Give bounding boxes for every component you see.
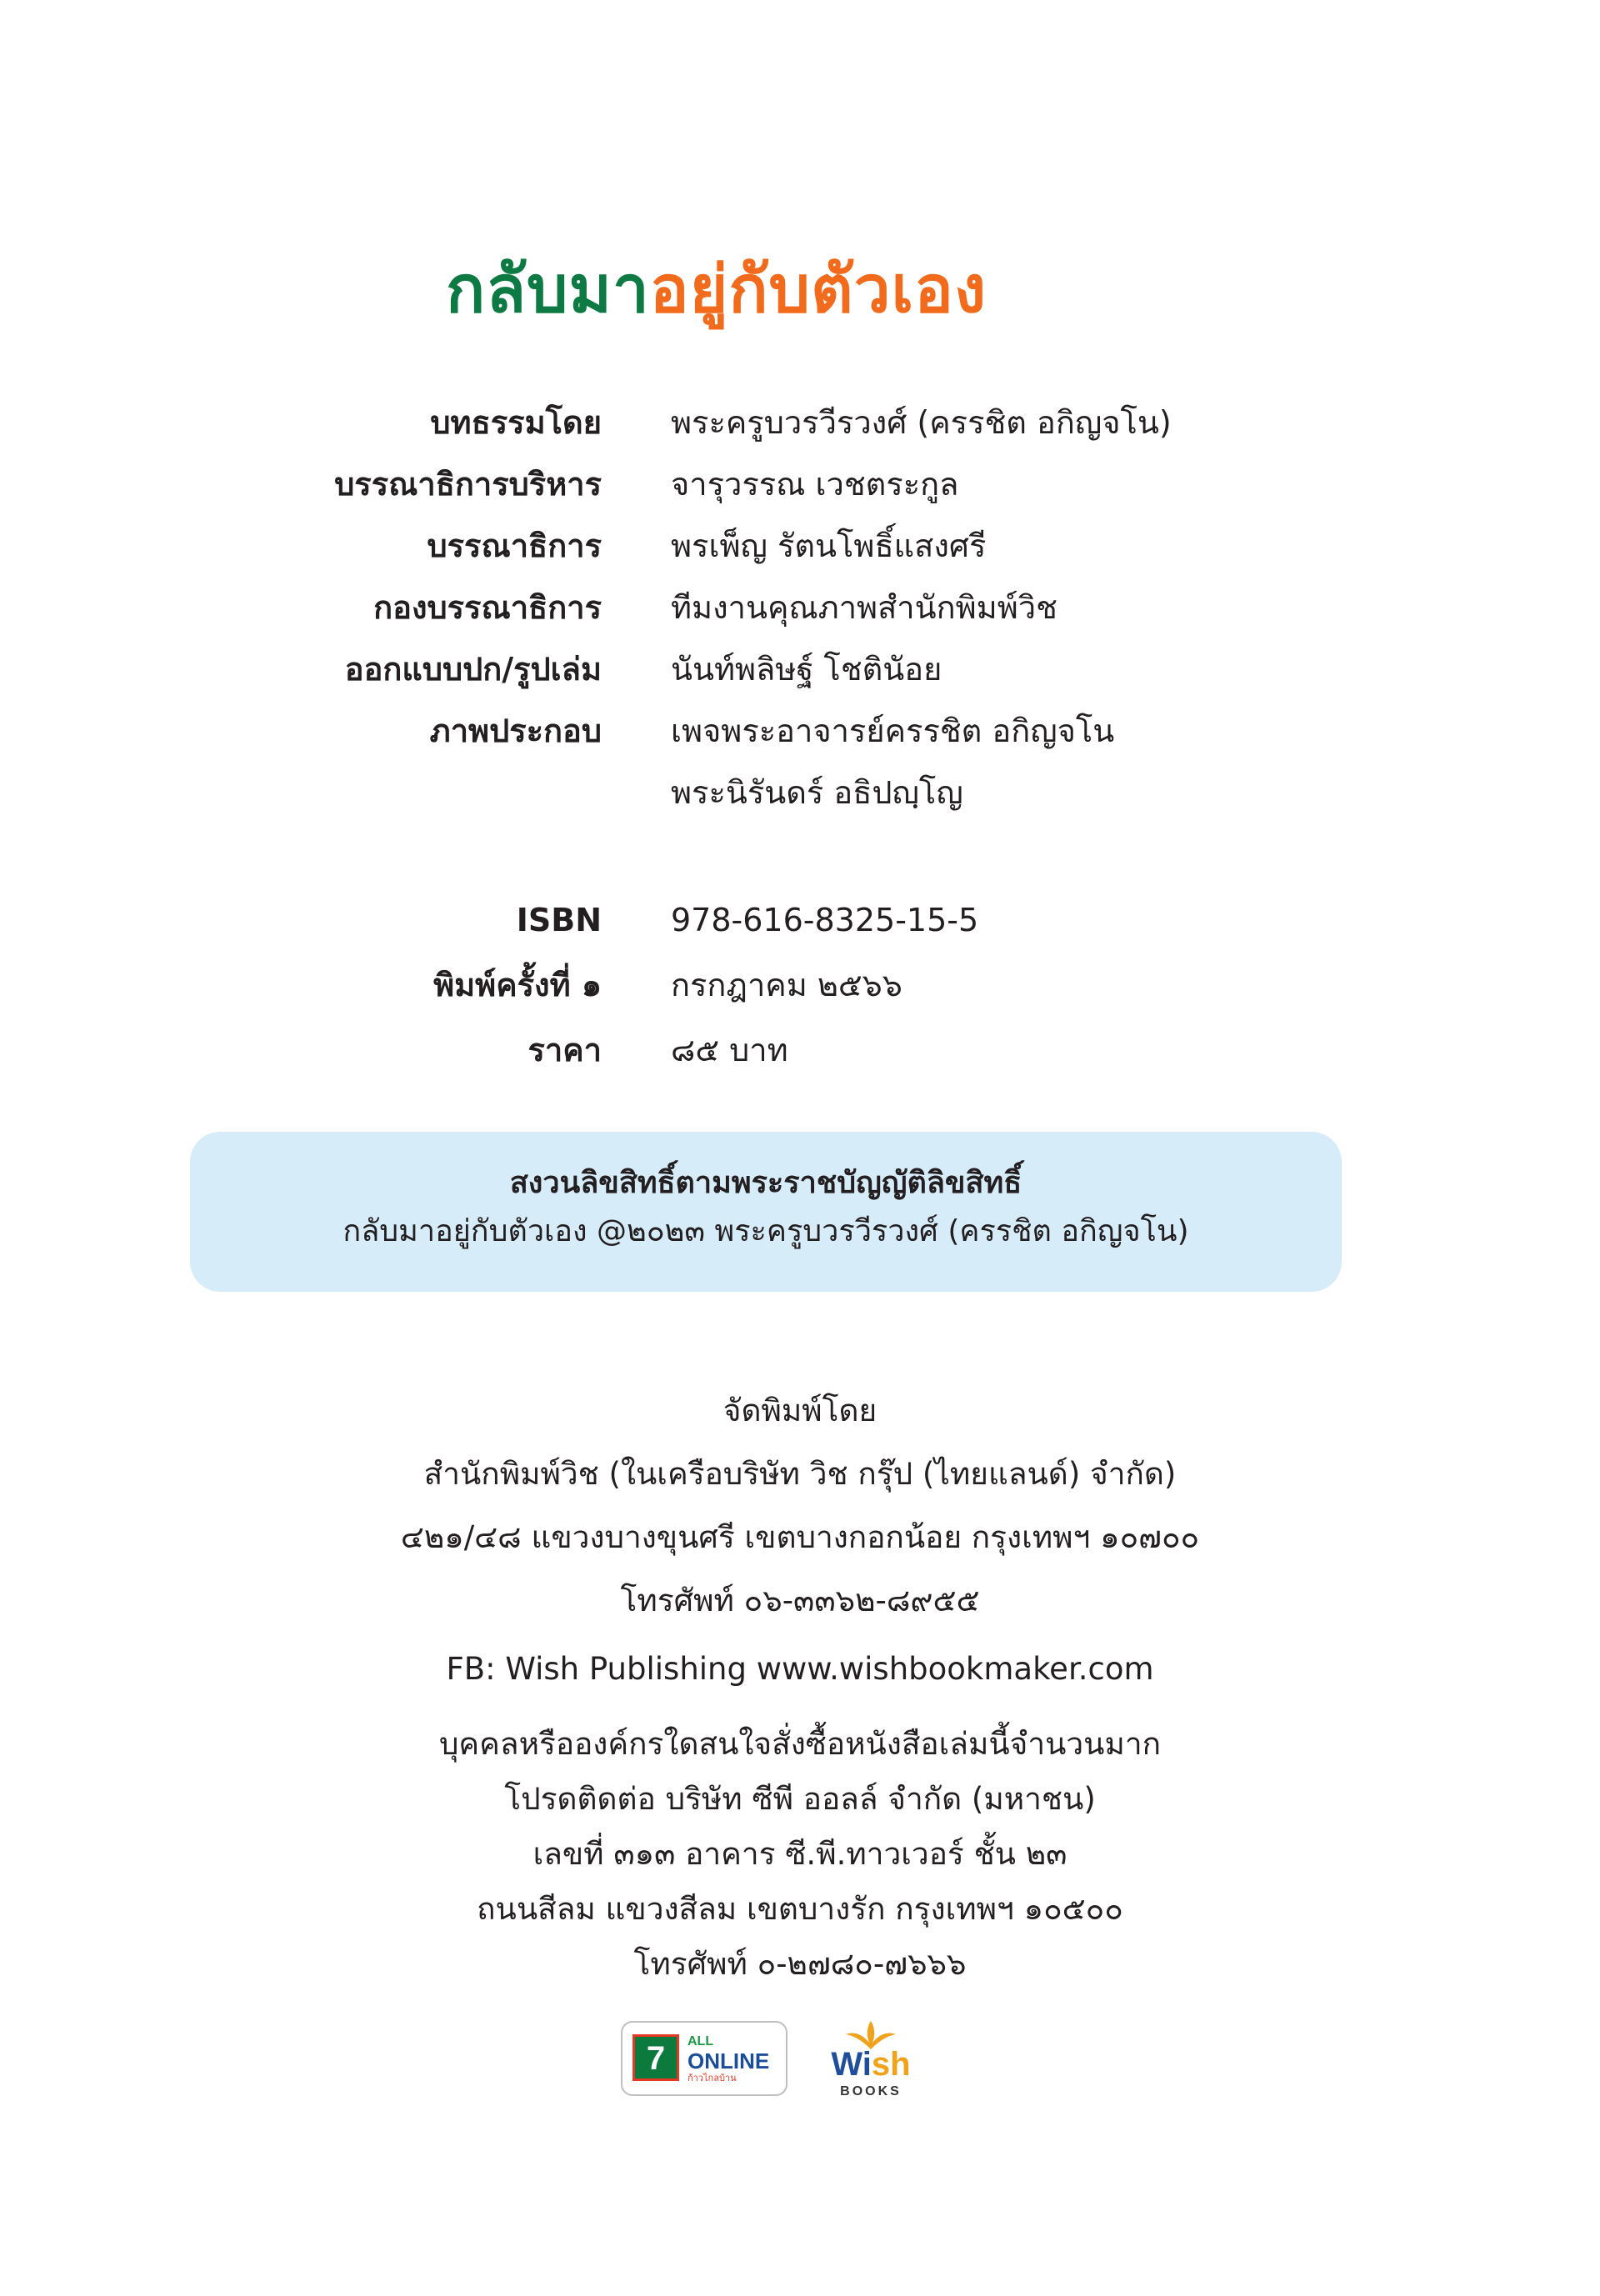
credit-row xyxy=(0,762,1600,823)
printer-address: ๔๒๑/๔๘ แขวงบางขุนศรี เขตบางกอกน้อย กรุงเทพฯ ๑๐๗๐๐ xyxy=(400,1519,1200,1555)
printer-info xyxy=(0,1379,1600,1701)
credit-row xyxy=(0,577,1600,638)
edition-row xyxy=(0,953,1600,1018)
credit-label: กองบรรณาธิการ xyxy=(373,589,602,626)
credit-row xyxy=(0,700,1600,762)
printer-phone: โทรศัพท์ ๐๖-๓๓๖๒-๘๙๕๕ xyxy=(620,1583,980,1618)
credit-value: พรเพ็ญ รัตนโพธิ์แสงศรี xyxy=(671,528,987,564)
credit-row xyxy=(0,638,1600,700)
seven-eleven-icon: 7 xyxy=(632,2034,679,2081)
wish-books-logo xyxy=(821,2021,921,2104)
online-text: ONLINE xyxy=(688,2048,770,2073)
printer-social: FB: Wish Publishing www.wishbookmaker.com xyxy=(446,1651,1154,1687)
book-title-part1: กลับมา xyxy=(446,253,650,328)
printer-heading: จัดพิมพ์โดย xyxy=(722,1393,878,1428)
edition-label: พิมพ์ครั้งที่ ๑ xyxy=(433,967,602,1003)
publication-info xyxy=(0,888,1600,1083)
all-text: ALL xyxy=(688,2034,714,2048)
credit-label: บรรณาธิการ xyxy=(427,528,602,564)
credit-row xyxy=(0,453,1600,515)
credit-row xyxy=(0,392,1600,453)
edition-value: กรกฎาคม ๒๕๖๖ xyxy=(671,967,902,1003)
printer-name: สำนักพิมพ์วิช (ในเครือบริษัท วิช กรุ๊ป (ไทยแลนด์) จำกัด) xyxy=(423,1456,1177,1492)
credit-label: บทธรรมโดย xyxy=(430,404,602,441)
publisher-logos xyxy=(621,2021,971,2104)
credit-value: นันท์พลิษฐ์ โชตินัอย xyxy=(671,651,942,688)
wish-wordmark xyxy=(821,2046,921,2083)
credit-row xyxy=(0,515,1600,577)
credit-value: จารุวรรณ เวชตระกูล xyxy=(671,466,959,503)
credit-label: บรรณาธิการบริหาร xyxy=(334,466,602,503)
all-online-logo xyxy=(621,2021,788,2096)
order-line: บุคคลหรือองค์กรใดสนใจสั่งซื้อหนังสือเล่มนี้จำนวนมาก xyxy=(438,1726,1162,1762)
copyright-heading: สงวนลิขสิทธิ์ตามพระราชบัญญัติลิขสิทธิ์ xyxy=(509,1166,1022,1200)
isbn-row xyxy=(0,888,1600,953)
credit-value: พระครูบวรวีรวงศ์ (ครรชิต อกิญจโน) xyxy=(671,404,1172,441)
wish-wordmark-part1: Wi xyxy=(831,2046,872,2083)
order-line: โทรศัพท์ ๐-๒๗๘๐-๗๖๖๖ xyxy=(633,1946,967,1982)
isbn-label: ISBN xyxy=(516,902,602,938)
copyright-box xyxy=(190,1132,1342,1292)
wish-wordmark-part2: sh xyxy=(871,2046,911,2083)
copyright-notice: กลับมาอยู่กับตัวเอง @๒๐๒๓ พระครูบวรวีรวงศ์ (ครรชิต อกิญจโน) xyxy=(342,1214,1189,1248)
price-label: ราคา xyxy=(528,1032,602,1068)
credit-value: ทีมงานคุณภาพสำนักพิมพ์วิช xyxy=(671,589,1058,626)
isbn-value: 978-616-8325-15-5 xyxy=(671,902,979,938)
all-online-wordmark xyxy=(688,2034,769,2084)
bulk-order-info xyxy=(0,1717,1600,1992)
book-title-part2: อยู่กับตัวเอง xyxy=(649,253,988,328)
order-line: ถนนสีลม แขวงสีลม เขตบางรัก กรุงเทพฯ ๑๐๕๐๐ xyxy=(477,1891,1123,1927)
all-online-subtext: ก้าวไกลบ้าน xyxy=(688,2073,737,2083)
order-line: เลขที่ ๓๑๓ อาคาร ซี.พี.ทาวเวอร์ ชั้น ๒๓ xyxy=(532,1836,1068,1872)
price-row xyxy=(0,1018,1600,1083)
credit-value: เพจพระอาจารย์ครรชิต อกิญจโน xyxy=(671,713,1115,749)
order-line: โปรดติดต่อ บริษัท ซีพี ออลล์ จำกัด (มหาชน) xyxy=(504,1781,1096,1817)
book-title xyxy=(446,238,987,341)
price-value: ๘๕ บาท xyxy=(671,1032,788,1068)
wish-books-text: BOOKS xyxy=(840,2084,902,2098)
credit-value: พระนิรันดร์ อธิปญฺโญ xyxy=(671,774,963,811)
credits-block xyxy=(0,392,1600,823)
credit-label: ภาพประกอบ xyxy=(429,713,602,749)
credit-label: ออกแบบปก/รูปเล่ม xyxy=(344,651,602,688)
